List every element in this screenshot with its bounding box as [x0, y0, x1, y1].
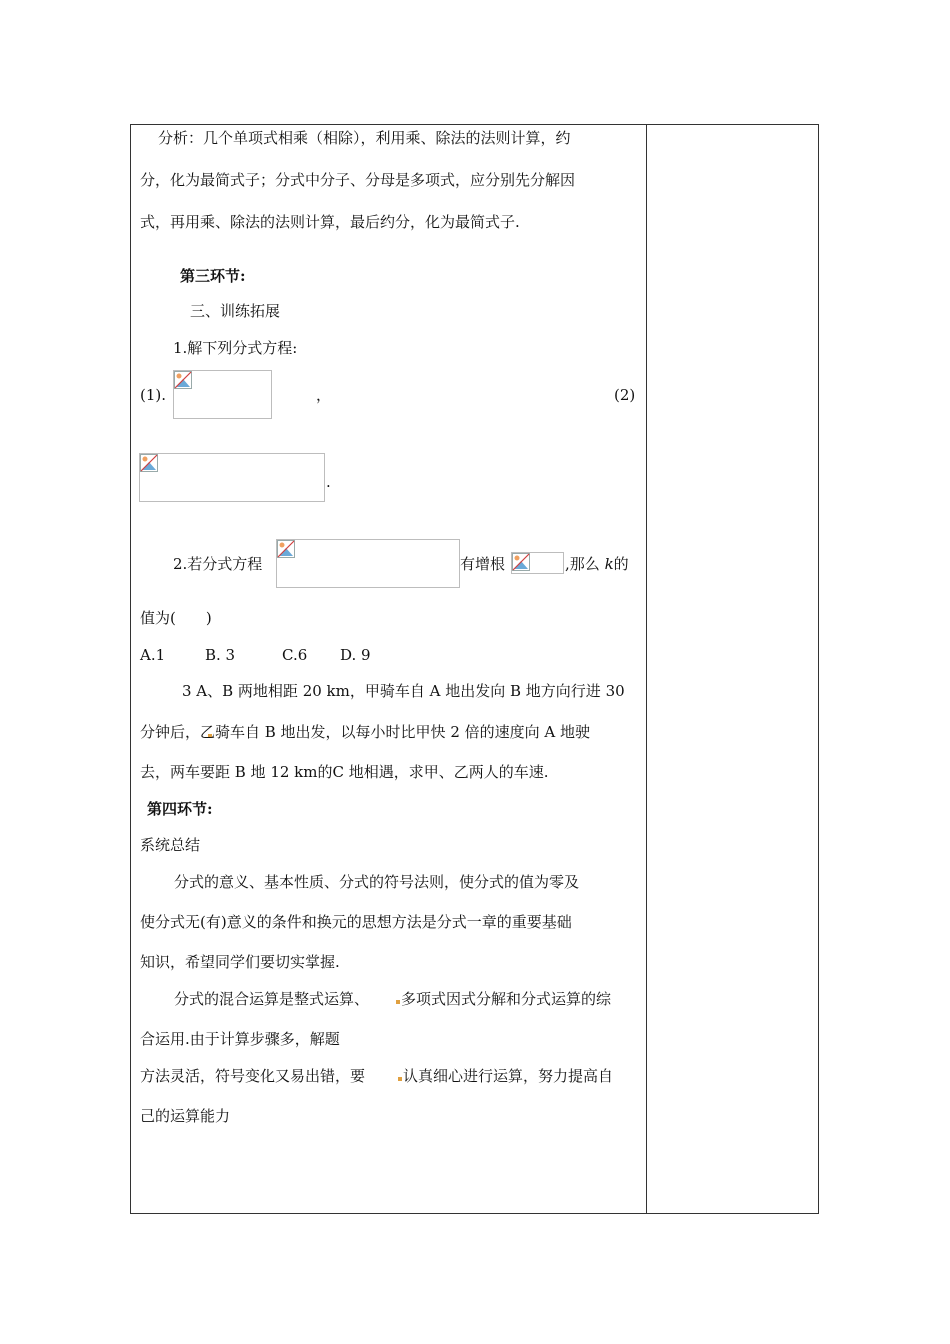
- choice-d: D. 9: [340, 646, 371, 664]
- broken-image-icon: [140, 454, 158, 472]
- summary-p2-line-1b: 多项式因式分解和分式运算的综: [401, 990, 612, 1008]
- q2-suffix: [565, 554, 629, 574]
- choice-a: A.1: [140, 646, 166, 664]
- column-divider: [646, 124, 647, 1214]
- q2-suffix-b: 的: [613, 555, 629, 573]
- summary-p1-line-1: 分式的意义、基本性质、分式的符号法则，使分式的值为零及: [174, 873, 580, 891]
- broken-image-icon: [277, 540, 295, 558]
- q1-label: 1.解下列分式方程:: [173, 339, 298, 357]
- equation-image-2: [139, 453, 325, 502]
- summary-p2-line-1a: 分式的混合运算是整式运算、: [174, 990, 370, 1008]
- marker-dot: [396, 1000, 400, 1004]
- marker-dot: [398, 1077, 402, 1081]
- summary-p2-line-3a: 方法灵活，符号变化又易出错，要: [140, 1067, 366, 1085]
- q2-line-2: 值为( ): [140, 609, 212, 627]
- equation-image-3: [276, 539, 460, 588]
- q1-comma: ，: [316, 386, 332, 404]
- summary-p1-line-2: 使分式无(有)意义的条件和换元的思想方法是分式一章的重要基础: [140, 913, 572, 931]
- summary-p2-line-3b: 认真细心进行运算，努力提高自: [403, 1067, 614, 1085]
- equation-image-4: [511, 552, 564, 574]
- q2-suffix-a: ,那么: [565, 555, 600, 573]
- equation-image-1: [173, 370, 272, 419]
- summary-p2-line-2: 合运用.由于计算步骤多，解题: [140, 1030, 340, 1048]
- summary-p2-line-4: 己的运算能力: [140, 1107, 231, 1125]
- summary-p1-line-3: 知识，希望同学们要切实掌握.: [140, 953, 340, 971]
- analysis-line-2: 分，化为最简式子；分式中分子、分母是多项式，应分别先分解因: [140, 171, 576, 189]
- q2-prefix: 2.若分式方程: [173, 555, 263, 573]
- q3-line-2: 分钟后，乙骑车自 B 地出发，以每小时比甲快 2 倍的速度向 A 地驶: [140, 723, 591, 741]
- q1-part1-label: (1).: [140, 386, 167, 404]
- section3-heading: 第三环节:: [180, 267, 246, 285]
- q1-period: .: [326, 473, 331, 491]
- choice-c: C.6: [282, 646, 308, 664]
- broken-image-icon: [512, 553, 530, 571]
- analysis-line-3: 式，再用乘、除法的法则计算，最后约分，化为最简式子.: [140, 213, 520, 231]
- section4-subheading: 系统总结: [140, 836, 201, 854]
- broken-image-icon: [174, 371, 192, 389]
- q3-line-3: 去，两车要距 B 地 12 km的C 地相遇，求甲、乙两人的车速.: [140, 763, 549, 781]
- section3-subheading: 三、训练拓展: [190, 302, 281, 320]
- q1-part2-label: (2): [614, 386, 636, 404]
- q2-variable-k: k: [604, 555, 614, 573]
- q2-mid: 有增根: [460, 555, 506, 573]
- analysis-line-1: 分析：几个单项式相乘（相除），利用乘、除法的法则计算，约: [158, 129, 571, 147]
- table-frame: [130, 124, 819, 1214]
- q3-line-1: 3 A、B 两地相距 20 km，甲骑车自 A 地出发向 B 地方向行进 30: [182, 682, 625, 700]
- section4-heading: 第四环节:: [147, 800, 213, 818]
- choice-b: B. 3: [205, 646, 236, 664]
